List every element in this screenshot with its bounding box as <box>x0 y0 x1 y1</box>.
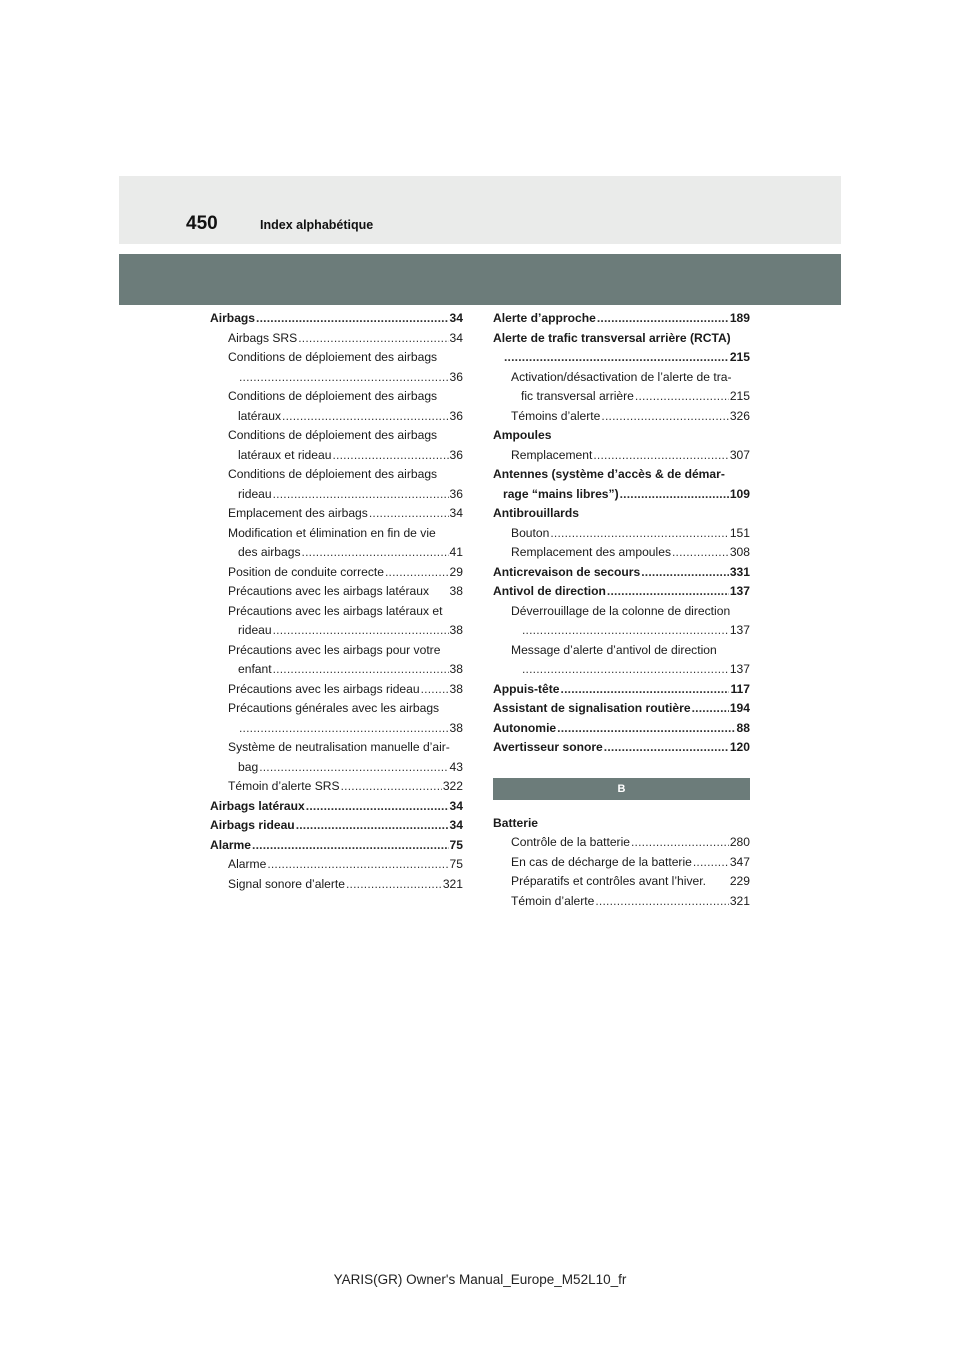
index-subentry <box>210 524 463 544</box>
dot-leader <box>635 387 729 407</box>
entry-text: latéraux <box>238 408 282 423</box>
index-group-b <box>493 814 750 912</box>
page-reference: 36 <box>449 408 463 423</box>
page-reference: 41 <box>449 545 463 559</box>
dot-leader <box>259 758 448 778</box>
page-reference: 38 <box>449 720 463 735</box>
index-subentry <box>493 621 750 641</box>
page-reference: 34 <box>449 818 463 832</box>
dot-leader <box>620 485 729 505</box>
index-entry <box>493 309 750 329</box>
index-subentry <box>493 543 750 563</box>
entry-text: Alerte de trafic transversal arrière (RCTA) <box>493 330 731 345</box>
entry-text: rage “mains libres”) <box>503 486 619 501</box>
index-subentry <box>210 699 463 719</box>
index-subentry <box>210 855 463 875</box>
dot-leader <box>597 309 729 329</box>
index-group-a <box>493 309 750 758</box>
dot-leader <box>604 738 729 758</box>
entry-text: Airbags rideau <box>210 818 295 832</box>
entry-text: Témoin d’alerte SRS <box>228 779 340 793</box>
section-title: Index alphabétique <box>260 218 374 232</box>
entry-text: Antennes (système d’accès & de démar- <box>493 467 725 481</box>
entry-text: Position de conduite correcte <box>228 564 384 579</box>
dot-leader <box>601 407 728 427</box>
dot-leader <box>332 446 448 466</box>
index-subentry <box>210 348 463 368</box>
dot-leader <box>593 446 728 466</box>
page-reference: 322 <box>442 779 463 793</box>
page-reference: 36 <box>449 447 463 462</box>
header-band <box>119 176 841 244</box>
page-reference: 34 <box>449 506 463 520</box>
index-subentry <box>210 426 463 446</box>
index-entry <box>210 797 463 817</box>
index-column-right <box>493 309 750 911</box>
page-reference: 137 <box>729 623 750 637</box>
dot-leader <box>595 892 728 912</box>
page-reference: 38 <box>449 662 463 676</box>
page-reference: 38 <box>449 681 463 696</box>
page-reference: 29 <box>449 564 463 579</box>
index-subentry <box>493 602 750 622</box>
dot-leader <box>239 719 449 739</box>
entry-text: Appuis-tête <box>493 681 560 696</box>
dot-leader <box>282 407 449 427</box>
index-subentry <box>210 407 463 427</box>
index-entry <box>493 329 750 349</box>
entry-text: Bouton <box>511 525 550 540</box>
index-entry <box>493 738 750 758</box>
entry-text: Conditions de déploiement des airbags <box>228 389 438 403</box>
index-subentry <box>210 446 463 466</box>
page-reference: 321 <box>442 876 463 891</box>
index-subentry <box>210 777 463 797</box>
entry-text: Précautions avec les airbags pour votre <box>228 642 441 657</box>
entry-text: Activation/désactivation de l’alerte de tra- <box>511 369 732 384</box>
index-entry <box>493 582 750 602</box>
entry-text: rideau <box>238 486 272 501</box>
entry-text: fic transversal arrière <box>521 389 634 403</box>
page-reference: 215 <box>729 389 750 403</box>
index-subentry <box>210 621 463 641</box>
dot-leader <box>346 875 442 895</box>
entry-text: Conditions de déploiement des airbags <box>228 467 438 481</box>
index-entry <box>493 426 750 446</box>
entry-text: Antivol de direction <box>493 584 606 598</box>
page-reference: 34 <box>449 330 463 345</box>
entry-text: rideau <box>238 623 272 637</box>
index-subentry <box>493 872 750 892</box>
page-reference: 120 <box>729 740 750 754</box>
entry-text: Autonomie <box>493 720 557 735</box>
page-reference: 38 <box>449 584 463 598</box>
index-column-left <box>210 309 463 894</box>
index-subentry <box>493 407 750 427</box>
index-entry <box>493 719 750 739</box>
page-reference: 194 <box>729 701 750 715</box>
index-subentry <box>210 738 463 758</box>
page-reference: 88 <box>736 720 750 735</box>
entry-text: Alerte d’approche <box>493 311 596 325</box>
section-letter-b: B <box>493 778 750 800</box>
index-entry <box>210 816 463 836</box>
page-reference: 307 <box>729 447 750 462</box>
page-reference: 75 <box>449 857 463 871</box>
page-reference: 34 <box>449 798 463 813</box>
entry-text: Contrôle de la batterie <box>511 835 630 849</box>
entry-text: Témoin d’alerte <box>511 893 595 908</box>
page-reference: 36 <box>449 369 463 384</box>
index-subentry <box>210 543 463 563</box>
page-reference: 189 <box>729 311 750 325</box>
page-reference: 347 <box>729 854 750 869</box>
dot-leader <box>298 329 448 349</box>
entry-text: Alarme <box>210 837 252 852</box>
entry-text: Remplacement des ampoules <box>511 545 671 559</box>
dot-leader <box>672 543 729 563</box>
dot-leader <box>504 348 729 368</box>
page-reference: 280 <box>729 835 750 849</box>
page-reference: 75 <box>449 837 463 852</box>
dot-leader <box>641 563 729 583</box>
entry-text: Ampoules <box>493 428 552 442</box>
dot-leader <box>607 582 729 602</box>
dot-leader <box>273 621 449 641</box>
entry-text: Remplacement <box>511 447 593 462</box>
page-reference: 151 <box>729 525 750 540</box>
index-subentry <box>210 582 463 602</box>
index-subentry <box>210 875 463 895</box>
entry-text: Précautions avec les airbags latéraux et <box>228 603 443 618</box>
entry-text: Préparatifs et contrôles avant l’hiver. <box>511 874 706 888</box>
entry-text: Précautions avec les airbags rideau <box>228 681 420 696</box>
index-entry <box>493 680 750 700</box>
page-reference: 43 <box>449 759 463 774</box>
index-subentry <box>210 387 463 407</box>
page-reference: 321 <box>729 893 750 908</box>
dot-leader <box>693 853 729 873</box>
index-entry <box>493 465 750 485</box>
entry-text: bag <box>238 759 259 774</box>
index-entry <box>493 814 750 834</box>
entry-text: Airbags SRS <box>228 330 298 345</box>
index-subentry <box>210 719 463 739</box>
index-subentry <box>210 504 463 524</box>
entry-text: Conditions de déploiement des airbags <box>228 428 438 442</box>
entry-text: Précautions générales avec les airbags <box>228 701 440 715</box>
index-entry <box>210 309 463 329</box>
entry-text: Batterie <box>493 815 539 830</box>
index-subentry <box>210 329 463 349</box>
dot-leader <box>385 563 449 583</box>
entry-text: Déverrouillage de la colonne de direction <box>511 603 731 618</box>
index-subentry <box>210 485 463 505</box>
entry-text: Modification et élimination en fin de vie <box>228 525 436 540</box>
entry-text: Assistant de signalisation routière <box>493 701 691 715</box>
index-subentry <box>493 485 750 505</box>
entry-text: Avertisseur sonore <box>493 740 603 754</box>
index-subentry <box>210 680 463 700</box>
index-subentry <box>210 602 463 622</box>
entry-text: Système de neutralisation manuelle d’air- <box>228 740 450 754</box>
index-entry <box>210 836 463 856</box>
page-reference: 331 <box>729 564 750 579</box>
index-subentry <box>493 660 750 680</box>
index-subentry <box>210 641 463 661</box>
dot-leader <box>341 777 442 797</box>
dot-leader <box>557 719 735 739</box>
page-reference: 36 <box>449 486 463 501</box>
dot-leader <box>306 797 449 817</box>
entry-text: latéraux et rideau <box>238 447 332 462</box>
section-banner <box>119 254 841 305</box>
entry-text: enfant <box>238 662 272 676</box>
dot-leader <box>421 680 449 700</box>
page-reference: 34 <box>449 311 463 325</box>
dot-leader <box>296 816 449 836</box>
index-entry <box>493 563 750 583</box>
dot-leader <box>369 504 449 524</box>
index-subentry <box>493 892 750 912</box>
page-number: 450 <box>186 213 218 234</box>
index-subentry <box>493 853 750 873</box>
dot-leader <box>302 543 449 563</box>
entry-text: Conditions de déploiement des airbags <box>228 350 438 364</box>
index-subentry <box>493 387 750 407</box>
page-reference: 117 <box>730 681 750 696</box>
index-subentry <box>493 524 750 544</box>
entry-text: En cas de décharge de la batterie <box>511 854 692 869</box>
dot-leader <box>239 368 449 388</box>
dot-leader <box>267 855 448 875</box>
page-reference: 229 <box>729 874 750 888</box>
entry-text: Précautions avec les airbags latéraux <box>228 584 429 598</box>
page-reference: 109 <box>729 486 750 501</box>
page-reference: 215 <box>729 350 750 364</box>
entry-text: Témoins d’alerte <box>511 408 601 423</box>
dot-leader <box>561 680 730 700</box>
page-reference: 137 <box>729 584 750 598</box>
entry-text: Airbags <box>210 311 256 325</box>
dot-leader <box>550 524 728 544</box>
index-subentry <box>493 368 750 388</box>
dot-leader <box>522 621 729 641</box>
index-subentry <box>210 465 463 485</box>
entry-text: Message d’alerte d’antivol de direction <box>511 642 717 657</box>
dot-leader <box>273 485 449 505</box>
dot-leader <box>631 833 729 853</box>
dot-leader <box>273 660 449 680</box>
entry-text: Antibrouillards <box>493 506 580 520</box>
index-entry <box>493 699 750 719</box>
entry-text: des airbags <box>238 545 301 559</box>
page-reference: 308 <box>729 545 750 559</box>
entry-text: Emplacement des airbags <box>228 506 368 520</box>
dot-leader <box>252 836 449 856</box>
index-subentry <box>493 641 750 661</box>
index-subentry <box>210 563 463 583</box>
page-reference: 38 <box>449 623 463 637</box>
index-subentry <box>493 348 750 368</box>
page-reference: 137 <box>729 662 750 676</box>
index-subentry <box>210 660 463 680</box>
dot-leader <box>522 660 729 680</box>
index-subentry <box>493 446 750 466</box>
index-subentry <box>493 833 750 853</box>
index-entry <box>493 504 750 524</box>
entry-text: Alarme <box>228 857 267 871</box>
page-reference: 326 <box>729 408 750 423</box>
entry-text: Signal sonore d’alerte <box>228 876 345 891</box>
page-footer: YARIS(GR) Owner's Manual_Europe_M52L10_fr <box>333 1272 627 1287</box>
entry-text: Anticrevaison de secours <box>493 564 641 579</box>
dot-leader <box>256 309 449 329</box>
dot-leader <box>692 699 729 719</box>
index-subentry <box>210 368 463 388</box>
entry-text: Airbags latéraux <box>210 798 305 813</box>
index-subentry <box>210 758 463 778</box>
